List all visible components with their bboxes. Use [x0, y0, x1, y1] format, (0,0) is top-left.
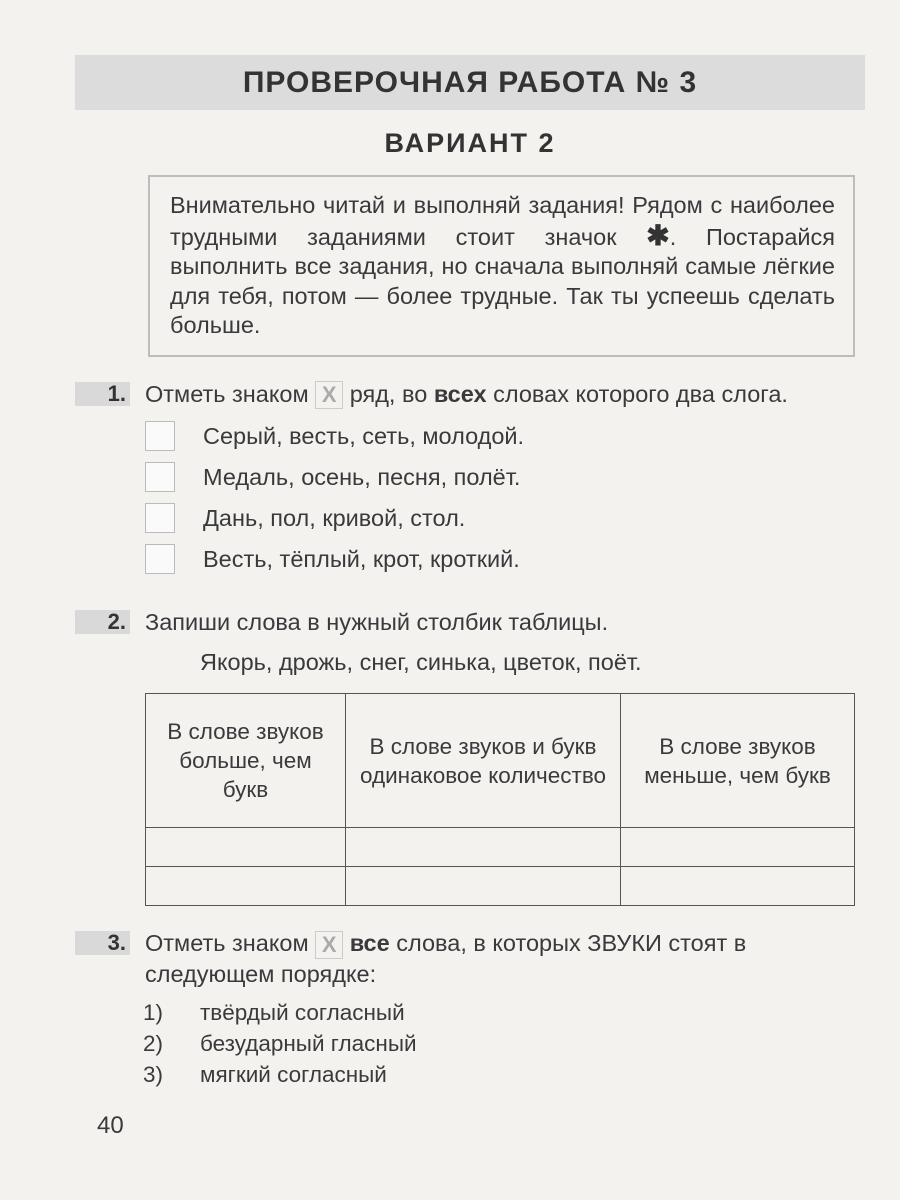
intro-part2: . Постарайся выполнить все задания, но сначала выполняй самые лёгкие для тебя, потом — более трудные. Так ты успеешь сделать больше.	[170, 223, 835, 338]
instructions-box	[148, 175, 855, 357]
t3-before: Отметь знаком	[145, 930, 309, 957]
task-1	[75, 379, 865, 586]
option-label: Дань, пол, кривой, стол.	[203, 505, 466, 532]
task-3-text	[145, 928, 855, 989]
instructions-text	[170, 191, 835, 341]
task-1-text	[145, 379, 855, 410]
table-cell[interactable]	[346, 828, 621, 867]
option-checkbox[interactable]	[145, 503, 175, 533]
task-2-words: Якорь, дрожь, снег, синька, цветок, поёт.	[200, 649, 642, 676]
t1-after: словах которого два слога.	[493, 380, 788, 407]
column-header: В слове звуков больше, чем букв	[146, 694, 346, 828]
task-3	[75, 928, 865, 1090]
t1-before: Отметь знаком	[145, 380, 309, 407]
option-label: Медаль, осень, песня, полёт.	[203, 464, 521, 491]
table-cell[interactable]	[346, 867, 621, 906]
intro-part1: Внимательно читай и выполняй задания! Рядом с наиболее трудными заданиями стоит значок	[170, 192, 835, 250]
t1-bold: всех	[433, 380, 487, 407]
order-list	[145, 997, 855, 1090]
table-cell[interactable]	[621, 828, 855, 867]
page-title: ПРОВЕРОЧНАЯ РАБОТА № 3	[242, 65, 698, 99]
table-cell[interactable]	[146, 828, 346, 867]
star-icon: ✱	[646, 219, 670, 251]
option-row	[145, 421, 855, 451]
sorting-table	[145, 693, 855, 906]
task-3-number: 3.	[75, 931, 130, 955]
option-label: Весть, тёплый, крот, кроткий.	[203, 546, 520, 573]
title-band	[75, 55, 865, 110]
list-item	[145, 1059, 855, 1090]
task-2-number: 2.	[75, 610, 130, 634]
item-number: 3)	[143, 1062, 164, 1088]
page-number: 40	[97, 1112, 124, 1140]
option-row	[145, 503, 855, 533]
item-text: твёрдый согласный	[200, 1000, 405, 1026]
item-number: 1)	[143, 1000, 164, 1026]
column-header: В слове звуков и букв одинаковое количество	[346, 694, 621, 828]
t3-after: слова, в которых ЗВУКИ стоят в следующем порядке:	[145, 930, 747, 988]
option-checkbox[interactable]	[145, 544, 175, 574]
table-cell[interactable]	[621, 867, 855, 906]
list-item	[145, 1028, 855, 1059]
item-number: 2)	[143, 1031, 164, 1057]
t1-middle: ряд, во	[349, 380, 428, 407]
option-checkbox[interactable]	[145, 462, 175, 492]
list-item	[145, 997, 855, 1028]
column-header: В слове звуков меньше, чем букв	[621, 694, 855, 828]
option-row	[145, 462, 855, 492]
option-checkbox[interactable]	[145, 421, 175, 451]
task-2	[75, 607, 865, 906]
option-label: Серый, весть, сеть, молодой.	[203, 423, 525, 450]
item-text: безударный гласный	[200, 1031, 417, 1057]
x-mark-icon: X	[315, 381, 343, 409]
x-mark-icon: X	[315, 931, 343, 959]
option-row	[145, 544, 855, 574]
task-2-text: Запиши слова в нужный столбик таблицы.	[145, 609, 609, 636]
t3-bold: все	[349, 930, 390, 957]
variant-heading: ВАРИАНТ 2	[384, 128, 556, 158]
table-cell[interactable]	[146, 867, 346, 906]
options-list	[145, 421, 855, 574]
item-text: мягкий согласный	[200, 1062, 387, 1088]
task-1-number: 1.	[75, 382, 130, 406]
